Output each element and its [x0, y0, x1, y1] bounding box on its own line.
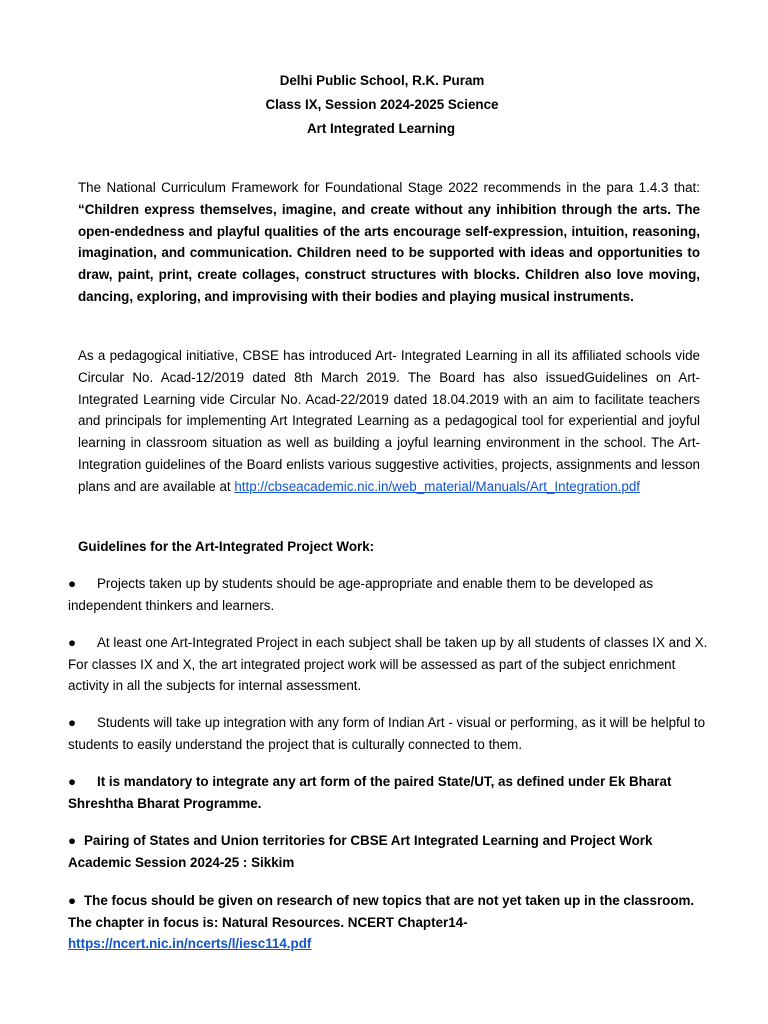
ncert-chapter-link[interactable]: https://ncert.nic.in/ncerts/l/iesc114.pdf — [68, 936, 312, 952]
guideline-text: Students will take up integration with any form of Indian Art - visual or performing, as it will be helpful to students to easily understand the project that is culturally connected to them. — [68, 715, 706, 752]
guideline-item — [68, 830, 708, 873]
guideline-text: At least one Art-Integrated Project in each subject shall be taken up by all students of classes IX and X. For classes IX and X, the art integrated project work will be assessed as part of the subject enrichment activity in all the subjects for internal assessment. — [68, 635, 708, 694]
guideline-item — [68, 632, 708, 697]
initiative-paragraph — [78, 345, 700, 498]
bullet-icon: ● — [68, 774, 77, 789]
guideline-item — [68, 573, 708, 616]
guideline-item — [68, 890, 708, 955]
art-integration-manual-link[interactable]: http://cbseacademic.nic.in/web_material/Manuals/Art_Integration.pdf — [234, 478, 641, 494]
bullet-icon: ● — [68, 635, 77, 650]
document-title: Art Integrated Learning — [306, 121, 456, 136]
bullet-icon: ● — [68, 833, 77, 848]
guideline-text: Projects taken up by students should be age-appropriate and enable them to be developed as independent thinkers and learners. — [68, 576, 654, 613]
initiative-text: As a pedagogical initiative, CBSE has introduced Art- Integrated Learning in all its affiliated schools vide Circular No. Acad-12/2019 dated 8th March 2019. The Board has also issuedGuidelines on Art-Integrated Learning vide Circular No. Acad-22/2019 dated 18.04.2019 with an aim to facilitate teachers and principals for implementing Art Integrated Learning as a pedagogical tool for experiential and joyful learning in classroom situation as well as building a joyful learning environment in the school. The Art-Integration guidelines of the Board enlists various suggestive activities, projects, assignments and lesson plans and are available at — [78, 348, 700, 494]
intro-quote: “Children express themselves, imagine, and create without any inhibition through the arts. The open-endedness and playful qualities of the arts encourage self-expression, intuition, reasoning, imagination, and communication. Children need to be supported with ideas and opportunities to draw, paint, print, create collages, construct structures with blocks. Children also love moving, dancing, exploring, and improvising with their bodies and playing musical instruments. — [78, 201, 700, 304]
bullet-icon: ● — [68, 893, 77, 908]
document-header — [0, 71, 768, 143]
intro-paragraph — [78, 177, 700, 308]
class-session: Class IX, Session 2024-2025 Science — [265, 97, 499, 112]
school-name: Delhi Public School, R.K. Puram — [279, 73, 485, 88]
guideline-text: Pairing of States and Union territories for CBSE Art Integrated Learning and Project Work Academic Session 2024-25 : Sikkim — [68, 833, 653, 870]
guidelines-title: Guidelines for the Art-Integrated Project Work: — [78, 539, 375, 554]
bullet-icon: ● — [68, 576, 77, 591]
guideline-item — [68, 712, 708, 755]
guideline-item — [68, 771, 708, 814]
guideline-text: It is mandatory to integrate any art form of the paired State/UT, as defined under Ek Bharat Shreshtha Bharat Programme. — [68, 774, 672, 811]
bullet-icon: ● — [68, 715, 77, 730]
guideline-text: The focus should be given on research of new topics that are not yet taken up in the classroom. The chapter in focus is: Natural Resources. NCERT Chapter14- — [68, 893, 695, 930]
intro-lead: The National Curriculum Framework for Foundational Stage 2022 recommends in the para 1.4.3 that: — [78, 180, 700, 195]
